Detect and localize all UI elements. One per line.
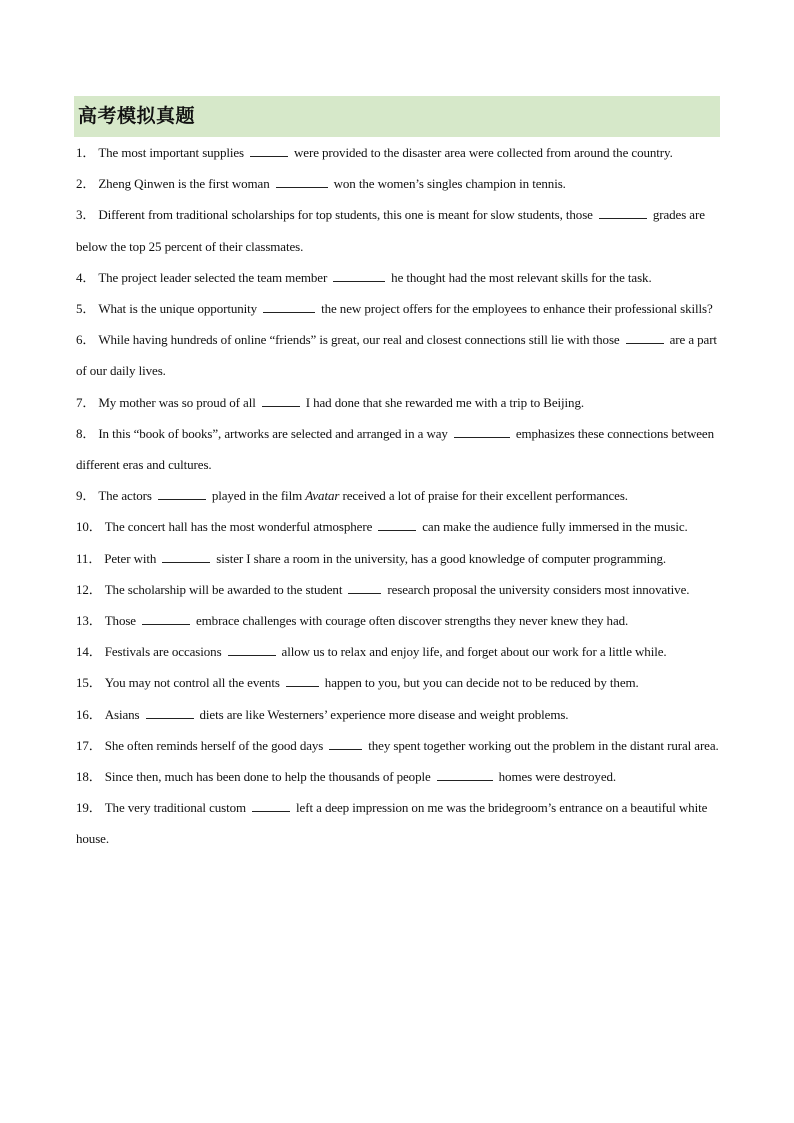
question-18: 18． Since then, much has been done to help the thousands of people homes were destroyed.	[76, 769, 617, 785]
answer-blank[interactable]	[162, 552, 210, 563]
answer-blank[interactable]	[263, 302, 315, 313]
question-8: 8． In this “book of books”, artworks are selected and arranged in a way emphasizes these connections between different eras and cultures.	[76, 425, 714, 473]
answer-blank[interactable]	[228, 645, 276, 656]
answer-blank[interactable]	[333, 271, 385, 282]
answer-blank[interactable]	[158, 489, 206, 500]
question-1: 1． The most important supplies were provided to the disaster area were collected from around the country.	[76, 145, 673, 160]
film-title: Avatar	[305, 488, 340, 504]
answer-blank[interactable]	[142, 614, 190, 625]
question-9: 9． The actors played in the film Avatar received a lot of praise for their excellent performances.	[76, 488, 628, 504]
question-10: 10． The concert hall has the most wonderful atmosphere can make the audience fully immersed in the music.	[76, 519, 688, 535]
question-19: 19． The very traditional custom left a deep impression on me was the bridegroom’s entrance on a beautiful white house.	[76, 800, 708, 847]
answer-blank[interactable]	[378, 520, 416, 531]
answer-blank[interactable]	[262, 396, 300, 407]
answer-blank[interactable]	[286, 676, 319, 687]
question-6: 6． While having hundreds of online “friends” is great, our real and closest connections still lie with those are a part of our daily lives.	[76, 332, 717, 379]
answer-blank[interactable]	[348, 583, 381, 594]
answer-blank[interactable]	[252, 801, 290, 812]
answer-blank[interactable]	[276, 177, 328, 188]
question-12: 12． The scholarship will be awarded to the student research proposal the university considers most innovative.	[76, 581, 690, 597]
question-2: 2． Zheng Qinwen is the first woman won the women’s singles champion in tennis.	[76, 176, 566, 192]
answer-blank[interactable]	[329, 739, 362, 750]
answer-blank[interactable]	[454, 427, 510, 438]
question-4: 4． The project leader selected the team member he thought had the most relevant skills for the task.	[76, 269, 652, 285]
answer-blank[interactable]	[437, 770, 493, 781]
answer-blank[interactable]	[250, 146, 288, 157]
question-11: 11． Peter with sister I share a room in the university, has a good knowledge of computer programming.	[76, 550, 667, 566]
answer-blank[interactable]	[599, 208, 647, 219]
question-7: 7． My mother was so proud of all I had done that she rewarded me with a trip to Beijing.	[76, 394, 584, 410]
section-title: 高考模拟真题	[78, 105, 196, 127]
question-15: 15． You may not control all the events happen to you, but you can decide not to be reduced by them.	[76, 675, 639, 691]
question-5: 5． What is the unique opportunity the new project offers for the employees to enhance their professional skills?	[76, 301, 713, 317]
question-13: 13． Those embrace challenges with courage often discover strengths they never knew they had.	[76, 613, 629, 629]
section-header	[74, 96, 720, 137]
question-17: 17． She often reminds herself of the good days they spent together working out the problem in the distant rural area.	[76, 737, 719, 753]
question-14: 14． Festivals are occasions allow us to relax and enjoy life, and forget about our work for a little while.	[76, 644, 667, 660]
question-list	[76, 137, 721, 855]
question-16: 16． Asians diets are like Westerners’ experience more disease and weight problems.	[76, 706, 569, 722]
question-3: 3． Different from traditional scholarships for top students, this one is meant for slow students, those grades are below the top 25 percent of their classmates.	[76, 207, 705, 254]
answer-blank[interactable]	[626, 333, 664, 344]
answer-blank[interactable]	[146, 708, 194, 719]
